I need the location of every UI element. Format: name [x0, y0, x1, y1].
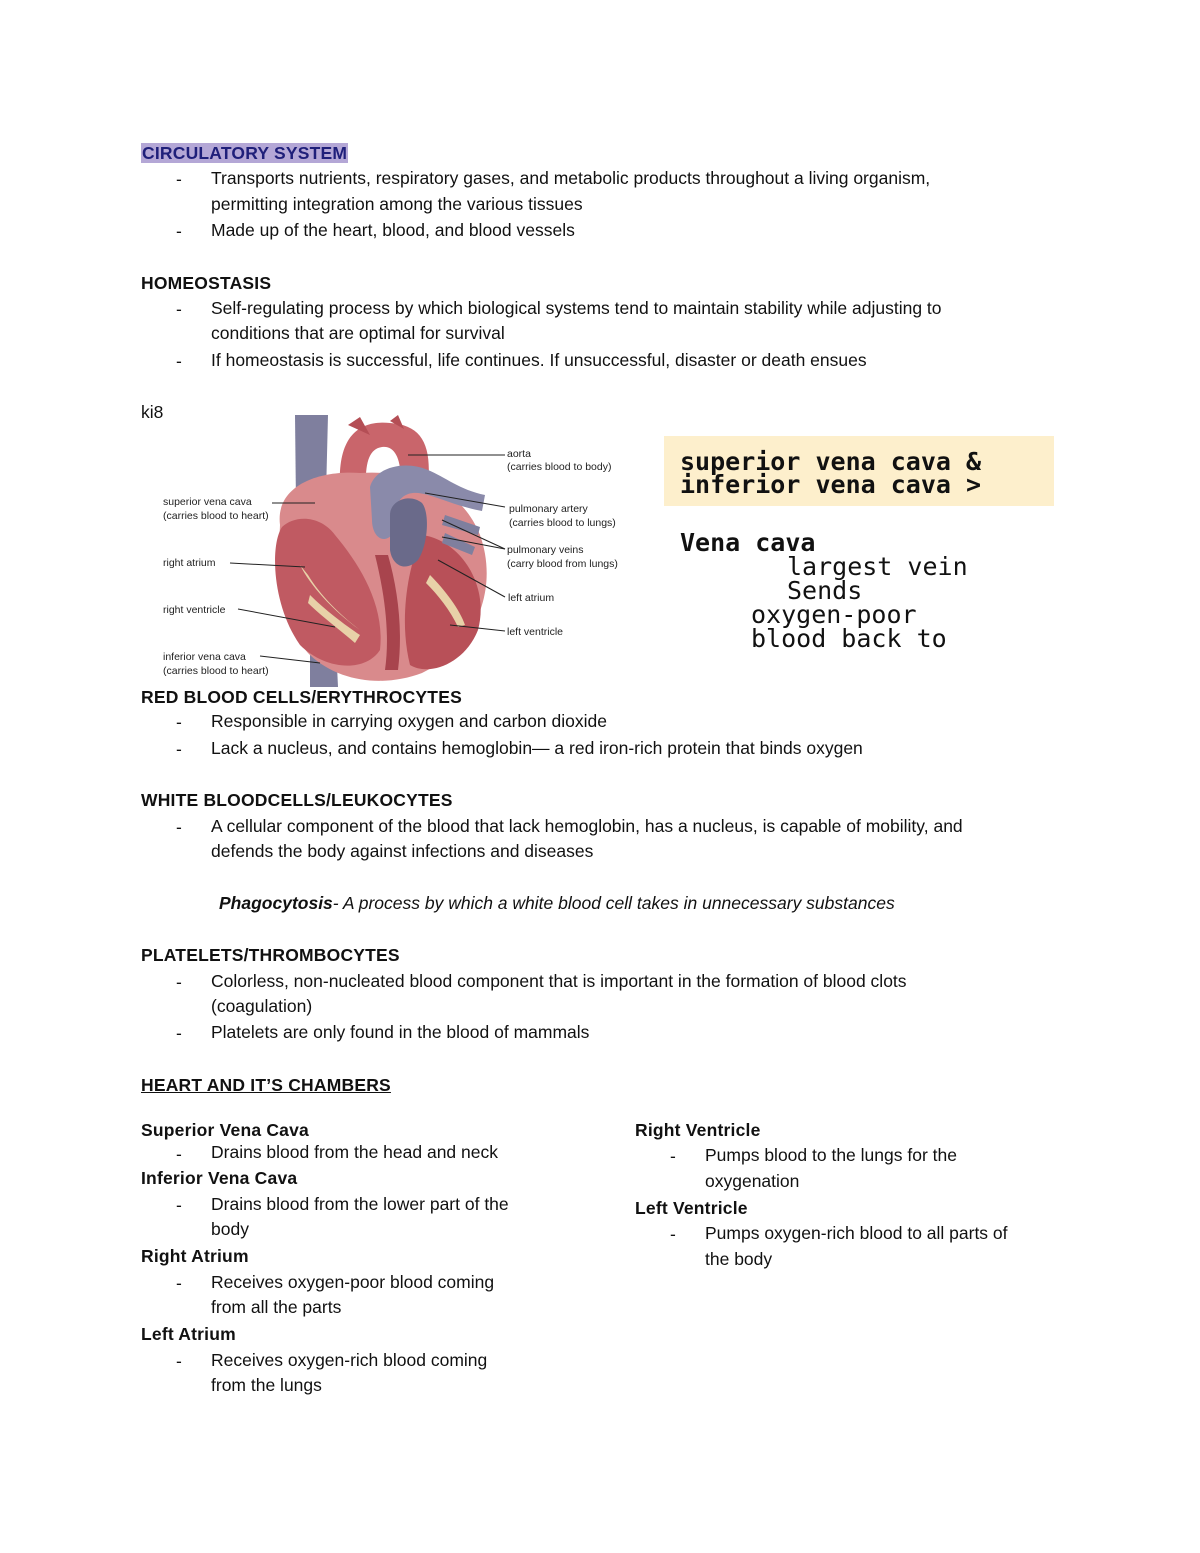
bullet-dash: - — [176, 1144, 182, 1164]
platelets-bullet-2: Platelets are only found in the blood of mammals — [211, 1022, 590, 1042]
subheading-left-atrium: Left Atrium — [141, 1324, 236, 1344]
label-pulmonary-veins: pulmonary veins — [507, 544, 584, 556]
heading-platelets: PLATELETS/THROMBOCYTES — [141, 945, 400, 965]
label-left-ventricle: left ventricle — [507, 626, 564, 638]
bullet-dash: - — [670, 1146, 676, 1166]
bullet-dash: - — [176, 169, 182, 189]
la-bullet-line-2: from the lungs — [211, 1375, 322, 1395]
bullet-dash: - — [176, 1195, 182, 1215]
label-pulmonary-artery-sub: (carries blood to lungs) — [509, 517, 616, 529]
callout-line-2: inferior vena cava > — [680, 470, 982, 499]
wbc-bullet-1-line-2: defends the body against infections and diseases — [211, 841, 594, 861]
platelets-bullet-1-line-1: Colorless, non-nucleated blood component that is important in the formation of blood clots — [211, 971, 907, 991]
vena-cava-line-3: oxygen-poor — [751, 600, 917, 629]
ivc-bullet-line-2: body — [211, 1219, 249, 1239]
ra-bullet-line-2: from all the parts — [211, 1297, 342, 1317]
highlight-circulatory: CIRCULATORY SYSTEM — [142, 143, 348, 163]
callout-line-1: superior vena cava & — [680, 447, 982, 476]
label-left-atrium: left atrium — [508, 592, 555, 604]
bullet-dash: - — [176, 299, 182, 319]
vena-cava-line-1: largest vein — [787, 552, 968, 581]
bullet-dash: - — [176, 1023, 182, 1043]
rbc-bullet-1: Responsible in carrying oxygen and carbon dioxide — [211, 711, 607, 731]
label-right-atrium: right atrium — [163, 557, 216, 569]
circulatory-bullet-1-line-2: permitting integration among the various tissues — [211, 194, 583, 214]
heading-rbc: RED BLOOD CELLS/ERYTHROCYTES — [141, 687, 462, 707]
wbc-bullet-1-line-1: A cellular component of the blood that lack hemoglobin, has a nucleus, is capable of mobility, and — [211, 816, 963, 836]
homeostasis-bullet-1-line-1: Self-regulating process by which biological systems tend to maintain stability while adjusting to — [211, 298, 942, 318]
circulatory-bullet-2: Made up of the heart, blood, and blood vessels — [211, 220, 575, 240]
label-pulmonary-veins-sub: (carry blood from lungs) — [507, 558, 618, 570]
platelets-bullet-1-line-2: (coagulation) — [211, 996, 313, 1016]
phagocytosis-term: Phagocytosis — [219, 893, 333, 913]
bullet-dash: - — [176, 1273, 182, 1293]
circulatory-bullet-1-line-1: Transports nutrients, respiratory gases, and metabolic products throughout a living organism, — [211, 168, 931, 188]
svc-bullet: Drains blood from the head and neck — [211, 1142, 498, 1162]
vena-cava-line-2: Sends — [787, 576, 863, 605]
heading-circulatory — [141, 143, 348, 164]
subheading-left-ventricle: Left Ventricle — [635, 1198, 748, 1218]
homeostasis-bullet-2: If homeostasis is successful, life continues. If unsuccessful, disaster or death ensues — [211, 350, 867, 370]
subheading-right-ventricle: Right Ventricle — [635, 1120, 761, 1140]
label-inferior-vena-cava: inferior vena cava — [163, 651, 246, 663]
heading-heart-chambers: HEART AND IT’S CHAMBERS — [141, 1075, 391, 1095]
subheading-right-atrium: Right Atrium — [141, 1246, 249, 1266]
la-bullet-line-1: Receives oxygen-rich blood coming — [211, 1350, 488, 1370]
phagocytosis-text: - A process by which a white blood cell takes in unnecessary substances — [332, 893, 895, 913]
rv-bullet-line-1: Pumps blood to the lungs for the — [705, 1145, 957, 1165]
bullet-dash: - — [176, 1351, 182, 1371]
heading-wbc: WHITE BLOODCELLS/LEUKOCYTES — [141, 790, 453, 810]
heading-homeostasis: HOMEOSTASIS — [141, 273, 272, 293]
rbc-bullet-2: Lack a nucleus, and contains hemoglobin— a red iron-rich protein that binds oxygen — [211, 738, 863, 758]
label-right-ventricle: right ventricle — [163, 604, 226, 616]
homeostasis-bullet-1-line-2: conditions that are optimal for survival — [211, 323, 505, 343]
subheading-inferior-vena-cava: Inferior Vena Cava — [141, 1168, 298, 1188]
heart-diagram — [160, 415, 650, 687]
bullet-dash: - — [176, 221, 182, 241]
label-superior-vena-cava: superior vena cava — [163, 496, 252, 508]
stray-text: ki8 — [141, 402, 164, 422]
phagocytosis-definition — [219, 890, 895, 916]
bullet-dash: - — [176, 817, 182, 837]
lv-bullet-line-1: Pumps oxygen-rich blood to all parts of — [705, 1223, 1008, 1243]
label-aorta: aorta — [507, 448, 531, 460]
bullet-dash: - — [176, 712, 182, 732]
label-pulmonary-artery: pulmonary artery — [509, 503, 588, 515]
ra-bullet-line-1: Receives oxygen-poor blood coming — [211, 1272, 495, 1292]
label-superior-vena-cava-sub: (carries blood to heart) — [163, 510, 269, 522]
subheading-superior-vena-cava: Superior Vena Cava — [141, 1120, 309, 1140]
bullet-dash: - — [176, 351, 182, 371]
label-inferior-vena-cava-sub: (carries blood to heart) — [163, 665, 269, 677]
bullet-dash: - — [176, 739, 182, 759]
bullet-dash: - — [670, 1224, 676, 1244]
label-aorta-sub: (carries blood to body) — [507, 461, 612, 473]
vena-cava-line-4: blood back to — [751, 624, 947, 653]
bullet-dash: - — [176, 972, 182, 992]
lv-bullet-line-2: the body — [705, 1249, 773, 1269]
ivc-bullet-line-1: Drains blood from the lower part of the — [211, 1194, 509, 1214]
vena-cava-title: Vena cava — [680, 528, 816, 557]
rv-bullet-line-2: oxygenation — [705, 1171, 800, 1191]
